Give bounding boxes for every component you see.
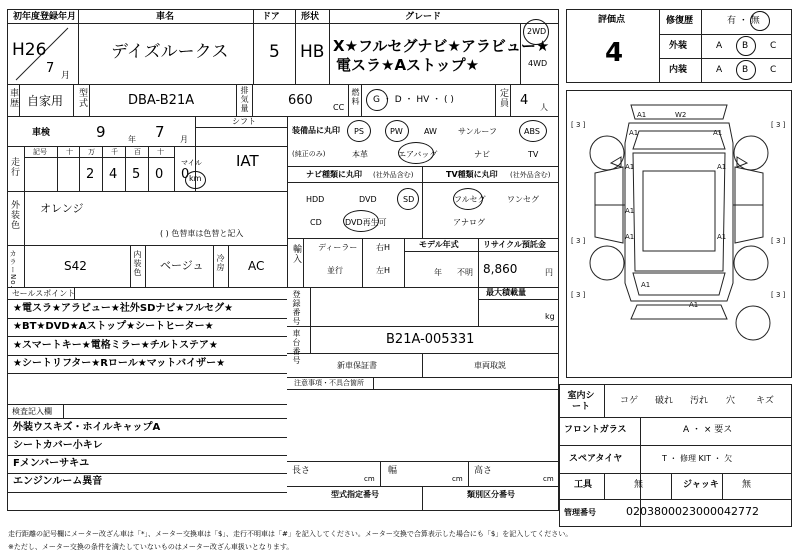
shape-label: 形状 (301, 12, 320, 22)
grade-line-2: 電スラ★Aストップ★ (336, 56, 480, 74)
int-grade-c: C (770, 65, 777, 75)
usage-label: 車歴 (8, 88, 18, 108)
diagram-mark-6: A1 (717, 163, 727, 171)
interior-color: ベージュ (160, 259, 204, 272)
equip-airbag: エアバッグ (398, 150, 438, 159)
spare-label: スペアタイヤ (569, 454, 623, 464)
diagram-mark-3: A1 (629, 129, 639, 137)
mileage-digit-header: 万 (88, 148, 95, 156)
notes-label: 注意事項・不具合箇所 (294, 379, 364, 387)
repair-label: 修復歴 (666, 16, 694, 26)
door-label: ドア (262, 12, 280, 22)
height-cm: cm (543, 475, 554, 483)
height-label: 高さ (474, 466, 493, 476)
inspector-line-1: 外装ウスキズ・ホイルキャップA (13, 422, 161, 433)
mileage-digit: 0 (181, 167, 190, 182)
equip-leather: 本革 (352, 150, 368, 159)
kg-unit: kg (545, 312, 555, 321)
model-year-label: モデル年式 (419, 240, 459, 249)
interior-seat-option: 汚れ (690, 396, 709, 406)
mileage-digit-header: 百 (134, 148, 141, 156)
usage-value: 自家用 (27, 94, 64, 108)
shift-label: シフト (232, 117, 256, 126)
navi-sd: SD (403, 195, 415, 204)
mileage-sign-label: 記号 (33, 148, 47, 156)
shaken-month-unit: 月 (180, 135, 188, 144)
equipment-sublabel: (純正のみ) (292, 150, 326, 158)
color-label: 外装色 (9, 200, 19, 230)
shaken-year-unit: 年 (128, 135, 136, 144)
navi-cd: CD (310, 218, 322, 227)
diagram-mark-2: W2 (675, 111, 687, 119)
month-unit: 月 (61, 71, 71, 81)
corner-ml: [ 3 ] (571, 237, 586, 245)
recycle-value: 8,860 (483, 262, 518, 276)
diagram-mark-8: A1 (625, 207, 635, 215)
navi-hdd: HDD (306, 195, 325, 204)
length-label: 長さ (292, 466, 311, 476)
import-left: 左H (376, 266, 391, 275)
shaken-year: 9 (96, 123, 106, 141)
interior-seat-label: 室内シート (567, 391, 595, 412)
equip-sunroof: サンルーフ (458, 127, 497, 136)
corner-tr: [ 3 ] (771, 121, 786, 129)
score-value: 4 (605, 38, 624, 68)
navi-type-sub: (社外品含む) (373, 171, 414, 179)
jack-value: 無 (742, 480, 752, 490)
inspector-line-3: Fメンバーサキユ (13, 458, 90, 469)
score-label: 評価点 (598, 15, 626, 25)
fuel-label: 燃料 (351, 88, 360, 106)
sales-label: セールスポイント (12, 289, 76, 298)
sales-line-3: ★スマートキー★電格ミラー★チルトステア★ (13, 340, 218, 351)
color-note: ( ) 色替車は色替と記入 (160, 229, 244, 238)
width-cm: cm (452, 475, 463, 483)
corner-bl: [ 3 ] (571, 291, 586, 299)
shaken-label: 車検 (32, 128, 51, 138)
length-cm: cm (364, 475, 375, 483)
tv-fullseg: フルセグ (454, 195, 486, 204)
first-reg-month: 7 (46, 61, 55, 76)
interior-grade-label: 内装 (669, 65, 688, 75)
inspector-label: 検査記入欄 (12, 407, 52, 416)
diagram-mark-9: A1 (717, 233, 727, 241)
ac-value: AC (248, 259, 265, 273)
recycle-label: リサイクル預託金 (483, 240, 546, 249)
corner-br: [ 3 ] (771, 291, 786, 299)
tool-value: 無 (634, 480, 644, 490)
width-label: 幅 (388, 466, 398, 476)
exterior-label: 外装 (669, 41, 688, 51)
ext-grade-c: C (770, 41, 777, 51)
color-value: オレンジ (40, 202, 84, 215)
mileage-digit-header: 十 (66, 148, 73, 156)
model-year-unit: 年 (434, 268, 442, 277)
grade-line-1: X★フルセグナビ★アラビュー★ (333, 37, 550, 55)
ext-grade-a: A (716, 41, 723, 51)
int-grade-a: A (716, 65, 723, 75)
grade-label: グレード (405, 12, 442, 22)
mileage-digit-header: 千 (111, 148, 118, 156)
displacement-value: 660 (288, 93, 313, 108)
interior-seat-option: コゲ (620, 396, 639, 406)
first-reg-label: 初年度登録年月 (13, 12, 77, 22)
navi-dvd-play: DVD再生可 (345, 218, 387, 227)
capacity-value: 4 (520, 93, 529, 108)
capacity-label: 定員 (498, 88, 508, 108)
diagram-mark-5: A1 (625, 163, 635, 171)
import-parallel: 並行 (327, 266, 343, 275)
ext-grade-b: B (742, 41, 749, 51)
displacement-label: 排気量 (240, 86, 249, 113)
chassis-label: 車台番号 (292, 329, 301, 365)
interior-seat-option: キズ (756, 396, 774, 406)
max-load-label: 最大積載量 (486, 288, 526, 297)
color-code-label: カラーNo. (9, 250, 17, 289)
diagram-mark-4: A1 (713, 129, 723, 137)
mileage-digit: 4 (109, 167, 118, 182)
drive-4wd: 4WD (528, 59, 548, 68)
mileage-digit: 0 (155, 167, 164, 182)
car-name-label: 車名 (156, 12, 175, 22)
tv-type-sub: (社外品含む) (510, 171, 551, 179)
manual-label: 車両取説 (474, 361, 506, 370)
repair-options: 有 ・ 無 (727, 16, 760, 26)
equip-aw: AW (424, 127, 437, 136)
mileage-label: 走行 (9, 157, 19, 177)
mileage-digit-header: 十 (157, 148, 164, 156)
footer-line-1: 走行距離の記号欄にメーター改ざん車は「*」、メーター交換車は「$」、走行不明車は「#」を記入してください。メーター交換で合算表示した場合にも「$」を記入してください。 (8, 530, 573, 538)
import-label: 輸入 (291, 244, 301, 264)
drive-2wd: 2WD (527, 27, 547, 36)
body-shape: HB (300, 42, 325, 62)
mile-label: マイル (181, 159, 202, 167)
car-name: デイズルークス (111, 42, 229, 62)
tv-analog: アナログ (453, 218, 485, 227)
warranty-label: 新車保証書 (337, 361, 377, 370)
diagram-mark-7: A1 (625, 233, 635, 241)
mileage-digit: 5 (132, 167, 141, 182)
model-label: 型式 (77, 88, 87, 108)
equip-navi: ナビ (474, 150, 490, 159)
cc-unit: CC (333, 103, 345, 112)
inspector-line-2: シートカバー小キレ (13, 440, 103, 451)
door-count: 5 (269, 42, 280, 62)
inspector-line-4: エンジンルーム異音 (13, 476, 103, 487)
navi-type-label: ナビ種類に丸印 (306, 170, 362, 179)
car-diagram[interactable] (567, 91, 791, 377)
interior-seat-option: 破れ (655, 396, 674, 406)
corner-mr: [ 3 ] (771, 237, 786, 245)
mgmt-value: 0203800023000042772 (626, 505, 759, 518)
color-code: S42 (64, 259, 87, 273)
int-grade-b: B (742, 65, 749, 75)
sales-line-2: ★BT★DVD★Aストップ★シートヒーター★ (13, 321, 214, 332)
import-dealer: ディーラー (318, 243, 358, 252)
diagram-mark-11: A1 (689, 301, 699, 309)
shift-value: IAT (236, 152, 259, 170)
yen-unit: 円 (545, 268, 553, 277)
sales-line-1: ★電スラ★アラビュー★社外SDナビ★フルセグ★ (13, 303, 233, 314)
reg-number-label: 登録番号 (292, 290, 301, 326)
class-no-label: 類別区分番号 (467, 490, 515, 499)
equip-pw: PW (390, 127, 403, 136)
fuel-options: G ・ D ・ HV ・ ( ) (373, 95, 454, 105)
interior-color-label: 内装色 (133, 250, 142, 277)
type-no-label: 型式指定番号 (331, 490, 379, 499)
person-unit: 人 (540, 103, 548, 112)
sales-line-4: ★シートリフター★Rロール★マットバイザー★ (13, 358, 226, 369)
chassis-number: B21A-005331 (386, 332, 475, 347)
spare-value: T ・ 修理 KIT ・ 欠 (662, 454, 733, 463)
shaken-month: 7 (155, 123, 165, 141)
glass-label: フロントガラス (564, 425, 627, 435)
mgmt-label: 管理番号 (564, 508, 596, 517)
tv-oneseg: ワンセグ (507, 195, 539, 204)
diagram-mark-1: A1 (637, 111, 647, 119)
jack-label: ジャッキ (683, 480, 719, 490)
glass-value: A ・ × 要ス (683, 425, 733, 435)
equip-ps: PS (354, 127, 364, 136)
model-year-unknown: 不明 (457, 268, 473, 277)
import-right: 右H (376, 243, 391, 252)
interior-seat-option: 穴 (726, 396, 736, 406)
first-reg-year: H26 (12, 40, 47, 60)
equipment-label: 装備品に丸印 (292, 126, 340, 135)
navi-dvd: DVD (359, 195, 377, 204)
tool-label: 工具 (574, 480, 593, 490)
corner-tl: [ 3 ] (571, 121, 586, 129)
km-label: km (189, 174, 202, 183)
footer-line-2: ※ただし、メーター交換の条件を満たしていないものはメーター改ざん車扱いとなります。 (8, 543, 294, 551)
diagram-mark-10: A1 (641, 281, 651, 289)
model-value: DBA-B21A (128, 93, 195, 108)
equip-tv: TV (528, 150, 539, 159)
tv-type-label: TV種類に丸印 (446, 170, 498, 179)
equip-abs: ABS (524, 127, 540, 136)
mileage-digit: 2 (86, 167, 95, 182)
ac-label: 冷房 (216, 254, 225, 272)
